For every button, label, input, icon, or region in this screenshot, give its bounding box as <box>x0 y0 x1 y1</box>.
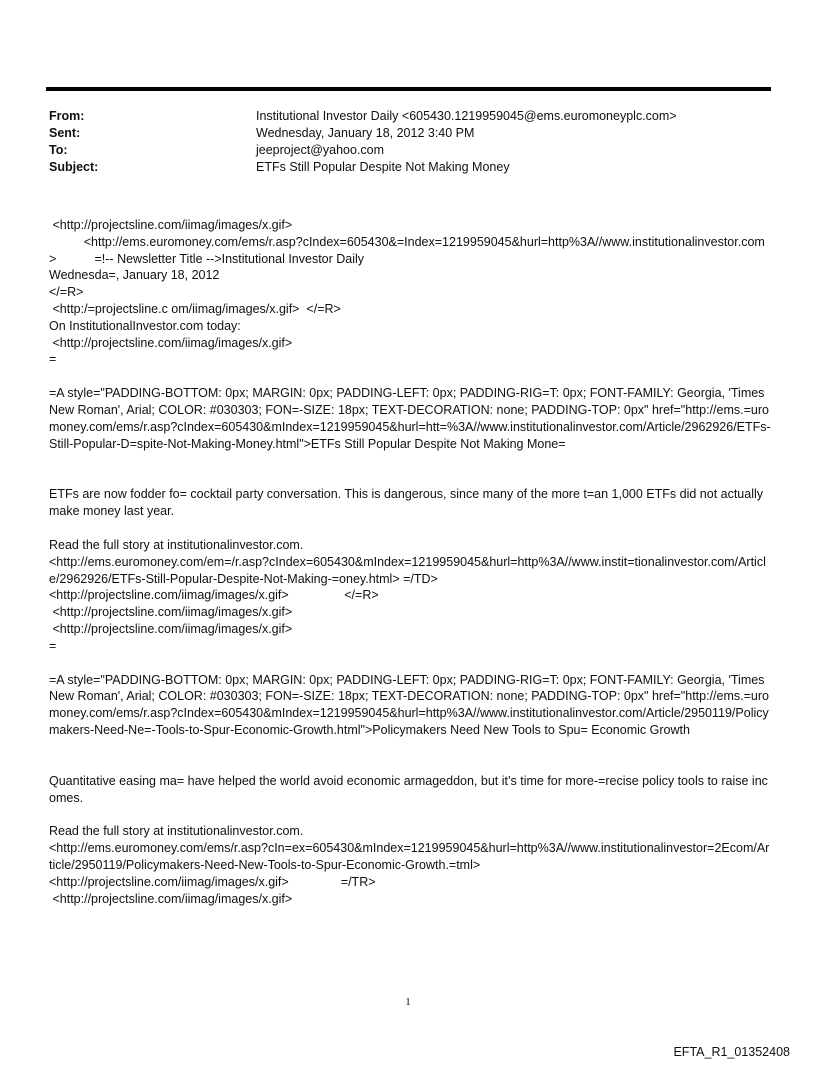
to-row <box>49 142 769 159</box>
to-label: To: <box>49 143 68 157</box>
body-line: <http:/=projectsline.c om/iimag/images/x.gif> </=R> <box>49 301 341 316</box>
from-row <box>49 108 769 125</box>
sent-label: Sent: <box>49 126 81 140</box>
sent-value: Wednesday, January 18, 2012 3:40 PM <box>256 126 475 140</box>
subject-row <box>49 159 769 176</box>
body-line: <http://projectsline.com/iimag/images/x.gif> <box>49 605 293 620</box>
body-line: <http://projectsline.com/iimag/images/x.gif> <box>49 621 293 636</box>
email-header <box>49 108 769 176</box>
body-line: <http://projectsline.com/iimag/images/x.gif> <box>49 891 293 906</box>
from-label: From: <box>49 109 85 123</box>
body-line: </=R> <box>49 285 84 300</box>
article-url: <http://ems.euromoney.com/em=/r.asp?cIndex=605430&mIndex=1219959045&hurl=http%3A//www.instit=tionalinvestor.com/Article/2962926/ETFs-Still-Popular-Despite-Not-Making-=oney.html> =/TD> <box>49 554 766 586</box>
article-link-markup: =A style="PADDING-BOTTOM: 0px; MARGIN: 0px; PADDING-LEFT: 0px; PADDING-RIG=T: 0px; FONT-FAMILY: Georgia, 'Times New Roman', Arial; COLOR: #030303; FON=-SIZE: 18px; TEXT-DECORATION: none; PADDING-TOP: 0px" href="http://ems.=uromoney.com/ems/r.asp?cIndex=605430&mIndex=1219959045&hurl=htt=%3A//www.institutionalinvestor.com/Article/2962926/ETFs-Still-Popular-D=spite-Not-Making-Money.html">ETFs Still Popular Despite Not Making Mone= <box>49 386 771 451</box>
read-more-text: Read the full story at institutionalinvestor.com. <box>49 537 304 552</box>
article-link-markup: =A style="PADDING-BOTTOM: 0px; MARGIN: 0px; PADDING-LEFT: 0px; PADDING-RIG=T: 0px; FONT-FAMILY: Georgia, 'Times New Roman', Arial; COLOR: #030303; FON=-SIZE: 18px; TEXT-DECORATION: none; PADDING-TOP: 0px" href="http://ems.=uromoney.com/ems/r.asp?cIndex=605430&mIndex=1219959045&hurl=http%3A//www.institutionalinvestor.com/Article/2950119/Policymakers-Need-Ne=-Tools-to-Spur-Economic-Growth.html">Policymakers Need New Tools to Spu= Economic Growth <box>49 672 769 737</box>
body-line: <http://projectsline.com/iimag/images/x.gif> <box>49 218 293 232</box>
subject-value: ETFs Still Popular Despite Not Making Money <box>256 160 510 174</box>
header-divider <box>46 87 771 91</box>
page-number: 1 <box>405 996 411 1008</box>
body-line: <http://projectsline.com/iimag/images/x.gif> <box>49 335 293 350</box>
sent-row <box>49 125 769 142</box>
article-summary: ETFs are now fodder fo= cocktail party conversation. This is dangerous, since many of the more t=an 1,000 ETFs did not actually make money last year. <box>49 487 767 519</box>
read-more-text: Read the full story at institutionalinvestor.com. <box>49 824 304 839</box>
article-url: <http://ems.euromoney.com/ems/r.asp?cIn=ex=605430&mIndex=1219959045&hurl=http%3A//www.institutionalinvestor=2Ecom/Article/2950119/Policymakers-Need-New-Tools-to-Spur-Economic-Growth.=tml> <box>49 841 770 872</box>
email-body <box>49 217 771 907</box>
article-summary: Quantitative easing ma= have helped the world avoid economic armageddon, but it’s time for more-=recise policy tools to raise incomes. <box>49 773 768 805</box>
subject-label: Subject: <box>49 160 99 174</box>
from-value: Institutional Investor Daily <605430.1219959045@ems.euromoneyplc.com> <box>256 109 677 123</box>
body-line: <http://projectsline.com/iimag/images/x.gif> =/TR> <box>49 874 376 889</box>
document-id: EFTA_R1_01352408 <box>673 1045 790 1059</box>
to-value: jeeproject@yahoo.com <box>256 143 385 157</box>
body-line: Wednesda=, January 18, 2012 <box>49 268 220 283</box>
body-line: = <box>49 352 57 367</box>
body-line: On InstitutionalInvestor.com today: <box>49 318 241 333</box>
body-line: <http://projectsline.com/iimag/images/x.gif> </=R> <box>49 588 379 603</box>
body-line: <http://ems.euromoney.com/ems/r.asp?cIndex=605430&=Index=1219959045&hurl=http%3A//www.institutionalinvestor.com> =!-- Newsletter Title -->Institutional Investor Daily <box>49 234 765 266</box>
body-line: = <box>49 638 57 653</box>
